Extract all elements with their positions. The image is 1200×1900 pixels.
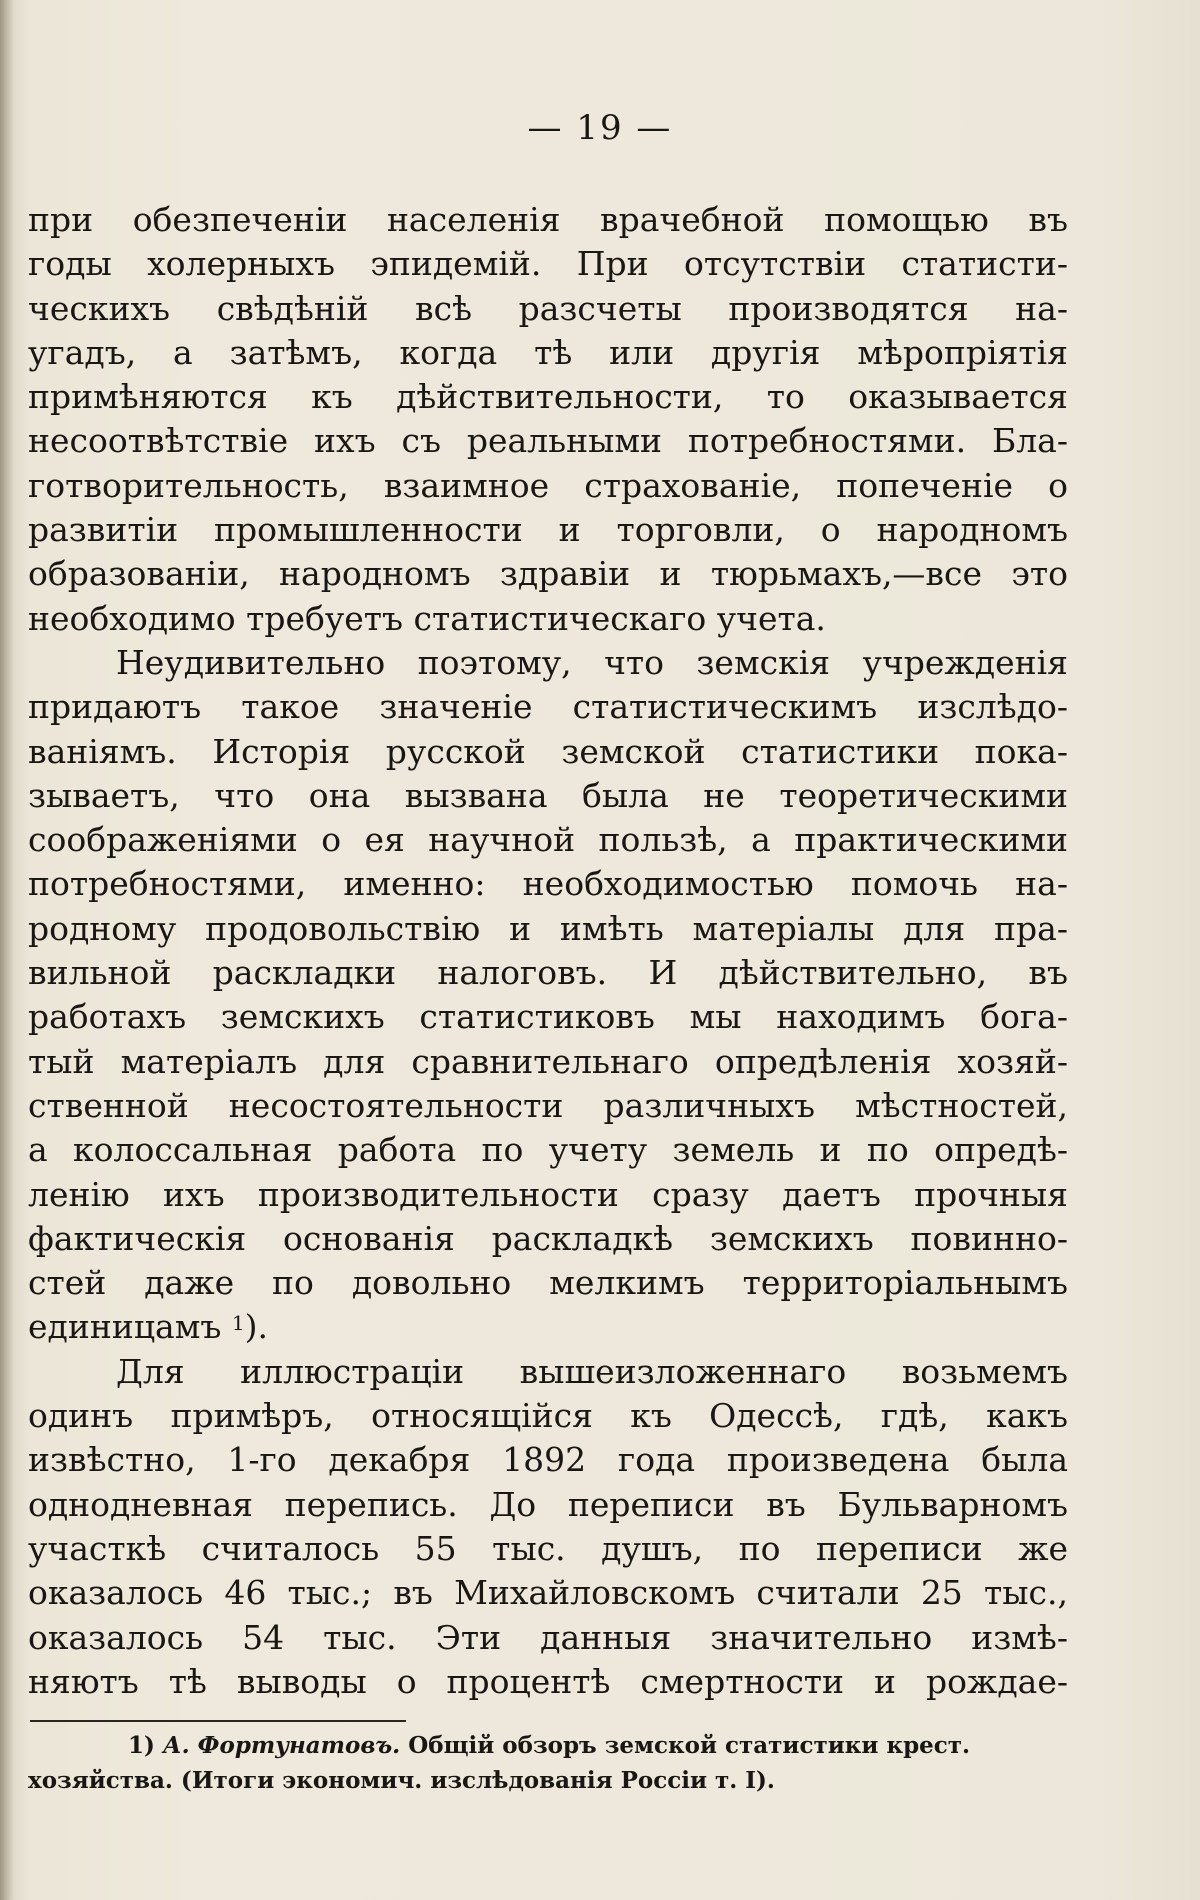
footnote-author: А. Фортунатовъ. — [162, 1732, 401, 1759]
text-line: извѣстно, 1-го декабря 1892 года произведена была — [28, 1440, 1068, 1480]
text-line: примѣняются къ дѣйствительности, то оказывается — [28, 377, 1068, 417]
text-line: развитіи промышленности и торговли, о народномъ — [28, 510, 1068, 550]
text-line: работахъ земскихъ статистиковъ мы находимъ бога- — [28, 997, 1068, 1037]
text-line-with-footnote-ref — [28, 1305, 1068, 1349]
text-line: соображеніями о ея научной пользѣ, а практическими — [28, 820, 1068, 860]
footnote-ref-marker[interactable]: 1 — [231, 1311, 245, 1336]
text-line: родному продовольствію и имѣть матеріалы для пра- — [28, 908, 1068, 948]
paragraph-start-line: Неудивительно поэтому, что земскія учрежденія — [116, 642, 1068, 682]
text-line: угадъ, а затѣмъ, когда тѣ или другія мѣропріятія — [28, 332, 1068, 372]
paragraph-start-line: Для иллюстраціи вышеизложеннаго возьмемъ — [116, 1351, 1068, 1391]
footnote-ref-text: единицамъ — [28, 1307, 222, 1347]
text-line: однодневная перепись. До переписи въ Бульварномъ — [28, 1484, 1068, 1524]
text-line: несоотвѣтствіе ихъ съ реальными потребностями. Бла- — [28, 421, 1068, 461]
text-line: вильной раскладки налоговъ. И дѣйствительно, въ — [28, 953, 1068, 993]
text-line: оказалось 46 тыс.; въ Михайловскомъ считали 25 тыс., — [28, 1573, 1068, 1613]
page-number: — 19 — — [527, 108, 673, 148]
footnote — [28, 1728, 1073, 1798]
text-line: стей даже по довольно мелкимъ территоріальнымъ — [28, 1263, 1068, 1303]
text-line: готворительность, взаимное страхованіе, попеченіе о — [28, 465, 1068, 505]
text-line: одинъ примѣръ, относящійся къ Одессѣ, гдѣ, какъ — [28, 1396, 1068, 1436]
main-text — [28, 198, 1068, 1704]
text-line: годы холерныхъ эпидемій. При отсутствіи статисти- — [28, 244, 1068, 284]
footnote-divider — [30, 1720, 406, 1722]
text-line: придаютъ такое значеніе статистическимъ изслѣдо- — [28, 687, 1068, 727]
text-line: оказалось 54 тыс. Эти данныя значительно измѣ- — [28, 1617, 1068, 1657]
text-line: зываетъ, что она вызвана была не теоретическими — [28, 775, 1068, 815]
text-line: ленію ихъ производительности сразу даетъ прочныя — [28, 1174, 1068, 1214]
text-line: фактическія основанія раскладкѣ земскихъ повинно- — [28, 1218, 1068, 1258]
footnote-line — [28, 1728, 1073, 1763]
text-line: ческихъ свѣдѣній всѣ разсчеты производятся на- — [28, 288, 1068, 328]
footnote-line: хозяйства. (Итоги экономич. изслѣдованія Россіи т. I). — [28, 1767, 775, 1794]
page-binding-edge — [0, 0, 14, 1900]
footnote-ref-suffix: ). — [244, 1307, 269, 1347]
text-line: при обезпеченіи населенія врачебной помощью въ — [28, 200, 1068, 239]
text-line: участкѣ считалось 55 тыс. душъ, по переписи же — [28, 1528, 1068, 1568]
text-line: а колоссальная работа по учету земель и по опредѣ- — [28, 1130, 1068, 1170]
footnote-marker: 1) — [128, 1732, 155, 1759]
text-line: няютъ тѣ выводы о процентѣ смертности и рождае- — [28, 1661, 1068, 1701]
text-line: ственной несостоятельности различныхъ мѣстностей, — [28, 1085, 1068, 1125]
text-line: потребностями, именно: необходимостью помочь на- — [28, 864, 1068, 904]
footnote-title: Общій обзоръ земской статистики крест. — [408, 1732, 971, 1759]
text-line: ваніямъ. Исторія русской земской статистики пока- — [28, 731, 1068, 771]
text-line: тый матеріалъ для сравнительнаго опредѣленія хозяй- — [28, 1041, 1068, 1081]
text-line: необходимо требуетъ статистическаго учета. — [28, 598, 826, 638]
text-line: образованіи, народномъ здравіи и тюрьмахъ,—все это — [28, 554, 1068, 594]
